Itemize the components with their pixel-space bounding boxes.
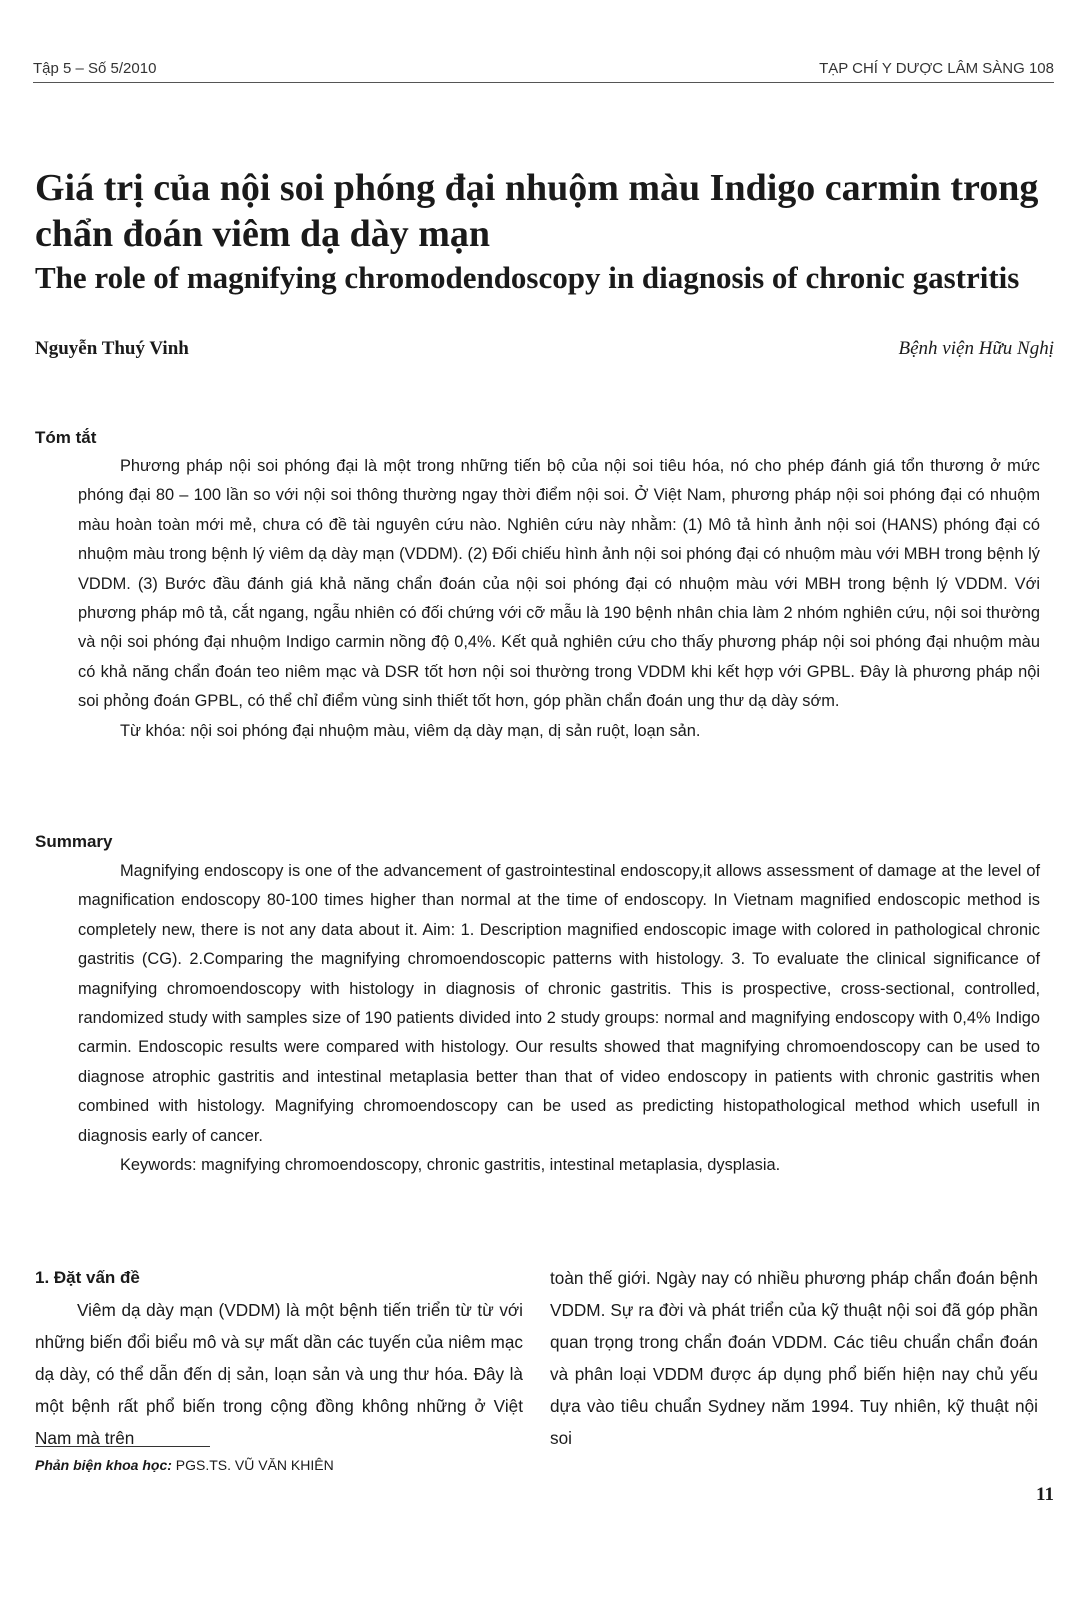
tomtat-heading: Tóm tắt: [35, 428, 97, 447]
column-left: [35, 1262, 523, 1454]
journal-issue: Tập 5 – Số 5/2010: [33, 60, 157, 77]
summary-heading: Summary: [35, 832, 113, 851]
tomtat-section: [78, 452, 1040, 746]
section-1-right-text: toàn thế giới. Ngày nay có nhiều phương pháp chẩn đoán bệnh VDDM. Sự ra đời và phát triển của kỹ thuật nội soi đã góp phần quan trọng trong chẩn đoán VDDM. Các tiêu chuẩn chẩn đoán và phân loại VDDM được áp dụng phổ biến hiện nay chủ yếu dựa vào tiêu chuẩn Sydney năm 1994. Tuy nhiên, kỹ thuật nội soi: [550, 1268, 1038, 1448]
section-1-left-text: Viêm dạ dày mạn (VDDM) là một bệnh tiến triển từ từ với những biến đổi biểu mô và sự mất dần các tuyến của niêm mạc dạ dày, có thể dẫn đến dị sản, loạn sản và ung thư hóa. Đây là một bệnh rất phổ biến trong cộng đồng không những ở Việt Nam mà trên: [35, 1300, 523, 1448]
summary-section: [78, 857, 1040, 1180]
summary-keywords: Keywords: magnifying chromoendoscopy, chronic gastritis, intestinal metaplasia, dysplasia.: [120, 1156, 781, 1175]
reviewer-name: PGS.TS. VŨ VĂN KHIÊN: [175, 1457, 334, 1473]
tomtat-body: Phương pháp nội soi phóng đại là một trong những tiến bộ của nội soi tiêu hóa, nó cho phép đánh giá tổn thương ở mức phóng đại 80 – 100 lần so với nội soi thông thường ngay thời điểm nội soi. Ở Việt Nam, phương pháp nội soi phóng đại có nhuộm màu hoàn toàn mới mẻ, chưa có đề tài nguyên cứu nào. Nghiên cứu này nhằm: (1) Mô tả hình ảnh nội soi (HANS) phóng đại có nhuộm màu trong bệnh lý viêm dạ dày mạn (VDDM). (2) Đối chiếu hình ảnh nội soi phóng đại có nhuộm màu với MBH trong bệnh lý VDDM. (3) Bước đầu đánh giá khả năng chẩn đoán của nội soi phóng đại có nhuộm màu với MBH trong bệnh lý VDDM. Với phương pháp mô tả, cắt ngang, ngẫu nhiên có đối chứng với cỡ mẫu là 190 bệnh nhân chia làm 2 nhóm nghiên cứu, nội soi thường và nội soi phóng đại nhuộm Indigo carmin nồng độ 0,4%. Kết quả nghiên cứu cho thấy phương pháp nội soi phóng đại nhuộm màu có khả năng chẩn đoán teo niêm mạc và DSR tốt hơn nội soi thường trong VDDM khi kết hợp với GPBL. Đây là phương pháp nội soi phỏng đoán GPBL, có thể chỉ điểm vùng sinh thiết tốt hơn, góp phần chẩn đoán ung thư dạ dày sớm.: [78, 457, 1040, 711]
footnote-rule: [35, 1446, 210, 1447]
author-name: Nguyễn Thuý Vinh: [35, 338, 189, 359]
header-rule: [33, 82, 1054, 83]
section-1-heading: 1. Đặt vấn đề: [35, 1268, 140, 1287]
column-right: [550, 1262, 1038, 1454]
title-english: The role of magnifying chromodendoscopy in diagnosis of chronic gastritis: [35, 260, 1020, 295]
author-affiliation: Bệnh viện Hữu Nghị: [898, 338, 1054, 359]
tomtat-keywords: Từ khóa: nội soi phóng đại nhuộm màu, viêm dạ dày mạn, dị sản ruột, loạn sản.: [120, 721, 701, 740]
page-number: 11: [1036, 1484, 1054, 1505]
summary-body: Magnifying endoscopy is one of the advancement of gastrointestinal endoscopy,it allows assessment of damage at the level of magnification endoscopy 80-100 times higher than normal at the time of endoscopy. In Vietnam magnified endoscopic method is completely new, there is not any data about it. Aim: 1. Description magnified endoscopic image with colored in pathological chronic gastritis (CG). 2.Comparing the magnifying chromoendoscopic patterns with histology. 3. To evaluate the clinical significance of magnifying chromoendoscopy with histology in diagnosis of chronic gastritis. This is prospective, cross-sectional, controlled, randomized study with samples size of 190 patients divided into 2 study groups: normal and magnifying endoscopy with 0,4% Indigo carmin. Endoscopic results were compared with histology. Our results showed that magnifying chromoendoscopy can be used to diagnose atrophic gastritis and intestinal metaplasia better than that of video endoscopy in patients with chronic gastritis when combined with histology. Magnifying chromoendoscopy can be used as predicting histopathological method which usefull in diagnosis early of cancer.: [78, 862, 1040, 1145]
reviewer-note: [35, 1457, 334, 1473]
journal-name: TẠP CHÍ Y DƯỢC LÂM SÀNG 108: [819, 60, 1054, 77]
title-vietnamese: Giá trị của nội soi phóng đại nhuộm màu Indigo carmin trong chẩn đoán viêm dạ dày mạn: [35, 167, 1039, 255]
reviewer-label: Phản biện khoa học:: [35, 1457, 172, 1473]
